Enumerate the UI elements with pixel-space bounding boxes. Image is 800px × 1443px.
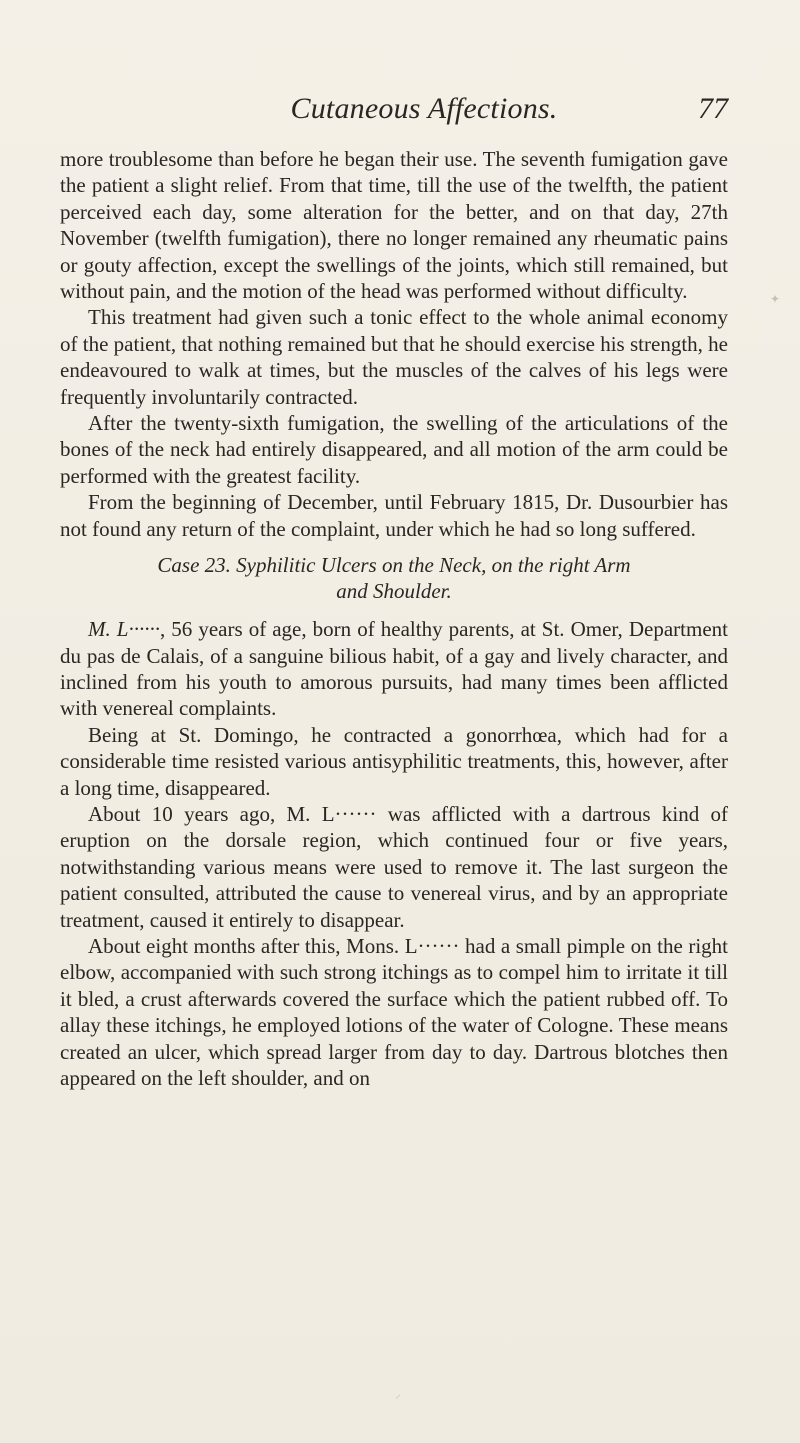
- body-text: [60, 146, 728, 1091]
- case-heading: [60, 552, 728, 604]
- paragraph-4: From the beginning of December, until February 1815, Dr. Dusourbier has not found any return of the complaint, under which he had so long suffered.: [60, 490, 728, 541]
- case-paragraph-1: [60, 616, 728, 722]
- case-paragraph-4: About eight months after this, Mons. L······ had a small pimple on the right elbow, accompanied with such strong itchings as to compel him to irritate it till it bled, a crust afterwards covered the surface which the patient rubbed off. To allay these itchings, he employed lotions of the water of Cologne. These means created an ulcer, which spread larger from day to day. Dartrous blotches then appeared on the left shoulder, and on: [60, 933, 728, 1090]
- page-number: 77: [698, 92, 728, 125]
- running-header: [60, 92, 728, 132]
- running-title: Cutaneous Affections.: [290, 92, 558, 125]
- case-paragraph-1-text: , 56 years of age, born of healthy parents, at St. Omer, Department du pas de Calais, of a sanguine bilious habit, of a gay and lively character, and inclined from his youth to amorous pursuits, had many times been afflicted with venereal complaints.: [60, 617, 728, 721]
- paragraph-3: After the twenty-sixth fumigation, the swelling of the articulations of the bones of the neck had entirely disappeared, and all motion of the arm could be performed with the greatest facility.: [60, 411, 728, 488]
- patient-name: M. L······: [88, 617, 160, 642]
- case-heading-line-1: [60, 552, 728, 578]
- case-paragraph-2: Being at St. Domingo, he contracted a gonorrhœa, which had for a considerable time resisted various antisyphilitic treatments, this, however, after a long time, disappeared.: [60, 722, 728, 800]
- case-paragraph-3: About 10 years ago, M. L······ was afflicted with a dartrous kind of eruption on the dorsale region, which continued four or five years, notwithstanding various means were used to remove it. The last surgeon the patient consulted, attributed the cause to venereal virus, and by an appropriate treatment, caused it entirely to disappear.: [60, 801, 728, 932]
- paper-mark: ⸝: [395, 1387, 402, 1401]
- paragraph-2: This treatment had given such a tonic effect to the whole animal economy of the patient, that nothing remained but that he should exercise his strength, he endeavoured to walk at times, but the muscles of the calves of his legs were frequently involuntarily contracted.: [60, 305, 728, 409]
- paragraph-1: more troublesome than before he began their use. The seventh fumigation gave the patient a slight relief. From that time, till the use of the twelfth, the patient perceived each day, some alteration for the better, and on that day, 27th November (twelfth fumigation), there no longer remained any rheumatic pains or gouty affection, except the swellings of the joints, which still remained, but without pain, and the motion of the head was performed without difficulty.: [60, 147, 728, 304]
- case-label: Case 23.: [157, 553, 231, 578]
- case-title-line-2: and Shoulder.: [336, 579, 452, 604]
- paper-speck: ✦: [770, 292, 781, 306]
- case-title-line-1: Syphilitic Ulcers on the Neck, on the right Arm: [236, 553, 631, 578]
